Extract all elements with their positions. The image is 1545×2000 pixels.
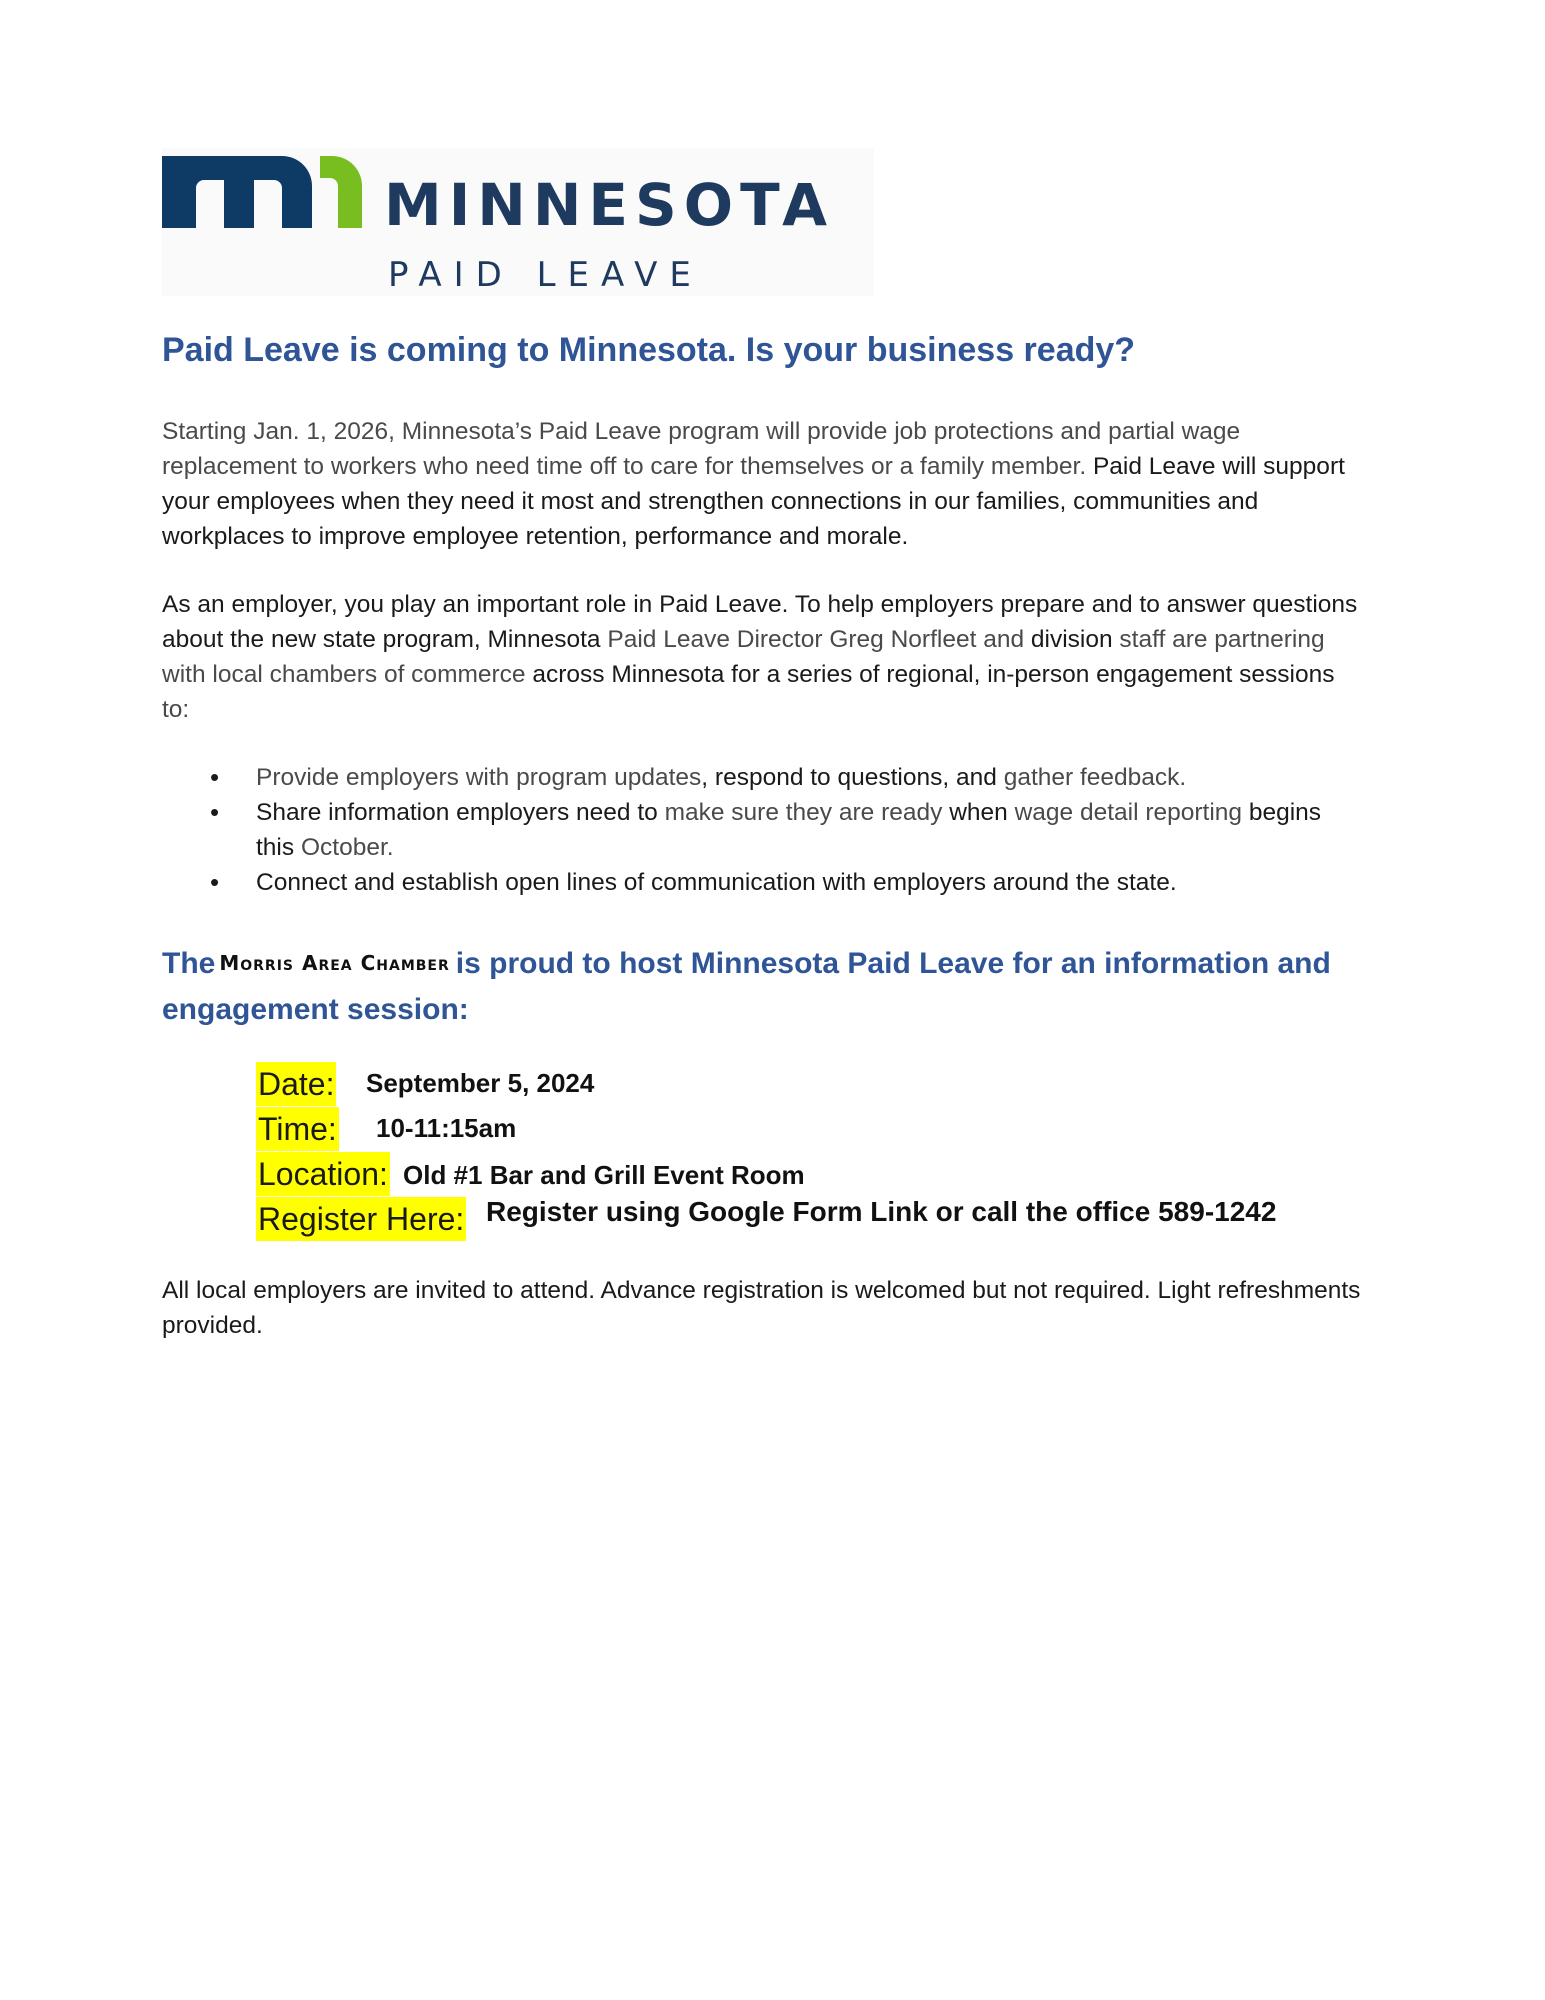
date-value: September 5, 2024 bbox=[366, 1068, 595, 1098]
employer-role-text-2: Paid Leave Director Greg Norfleet and bbox=[607, 626, 1025, 653]
bullet-3-text: Connect and establish open lines of communication with employers around the state. bbox=[256, 869, 1177, 896]
employer-role-text-3: division bbox=[1030, 626, 1113, 653]
bullet-1-text-4: gather feedback. bbox=[1003, 764, 1187, 791]
bullet-2-text-6: October. bbox=[300, 834, 394, 861]
bullet-1-text-1: Provide employers with program updates bbox=[256, 764, 702, 791]
bullet-2-text-3: when bbox=[949, 799, 1008, 826]
bullet-2-text-4: wage detail reporting bbox=[1014, 799, 1243, 826]
location-label: Location: bbox=[256, 1152, 390, 1196]
session-goals-list bbox=[162, 760, 1362, 900]
employer-role-text-1: As an employer, you play an important role in Paid Leave. To help employers prepare and to answer questions about the new state program, Minnesota bbox=[162, 591, 1358, 653]
page-title: Paid Leave is coming to Minnesota. Is your business ready? bbox=[162, 331, 1136, 369]
list-item bbox=[162, 865, 1362, 900]
location-value: Old #1 Bar and Grill Event Room bbox=[403, 1160, 805, 1190]
minnesota-paid-leave-logo bbox=[162, 148, 874, 296]
intro-paragraph bbox=[162, 414, 1362, 554]
logo-subtitle: PAID LEAVE bbox=[388, 255, 703, 295]
bullet-1-text-2: , respond to questions, bbox=[701, 764, 950, 791]
chamber-name: Morris Area Chamber bbox=[219, 951, 450, 975]
time-label: Time: bbox=[256, 1107, 339, 1151]
bullet-1-text-3: and bbox=[956, 764, 997, 791]
employer-role-text-6: to: bbox=[162, 696, 190, 723]
employer-role-text-5: across Minnesota for a series of regional, in-person engagement sessions bbox=[532, 661, 1335, 688]
bullet-2-text-2: make sure they are ready bbox=[664, 799, 943, 826]
register-label: Register Here: bbox=[256, 1197, 466, 1241]
host-prefix: The bbox=[162, 947, 216, 980]
host-statement bbox=[162, 940, 1362, 1033]
logo-m-shape bbox=[162, 156, 312, 228]
time-value: 10-11:15am bbox=[376, 1113, 517, 1143]
mn-logo-icon bbox=[162, 156, 362, 246]
intro-text-dark: Paid Leave will support your employees when they need it most and strengthen connections in our families, communities and workplaces to improve employee retention, performance and morale. bbox=[162, 453, 1345, 550]
employer-role-paragraph bbox=[162, 587, 1362, 727]
logo-n-shape bbox=[320, 156, 362, 228]
date-label: Date: bbox=[256, 1062, 336, 1106]
employer-role-text-4: staff are partnering with local chambers of commerce bbox=[162, 626, 1325, 688]
logo-wordmark: MINNESOTA bbox=[384, 171, 835, 239]
bullet-2-text-1: Share information employers need to bbox=[256, 799, 658, 826]
register-value: Register using Google Form Link or call the office 589-1242 bbox=[486, 1196, 1277, 1227]
closing-paragraph: All local employers are invited to attend. Advance registration is welcomed but not required. Light refreshments provided. bbox=[162, 1277, 1361, 1339]
list-item bbox=[162, 760, 1362, 795]
bullet-2-text-5: begins this bbox=[256, 799, 1322, 861]
host-suffix: is proud to host Minnesota Paid Leave for an information and engagement session: bbox=[162, 947, 1331, 1026]
intro-text-gray: Starting Jan. 1, 2026, Minnesota’s Paid Leave program will provide job protections and partial wage replacement to workers who need time off to care for themselves or a family member. bbox=[162, 418, 1241, 480]
list-item bbox=[162, 795, 1362, 865]
